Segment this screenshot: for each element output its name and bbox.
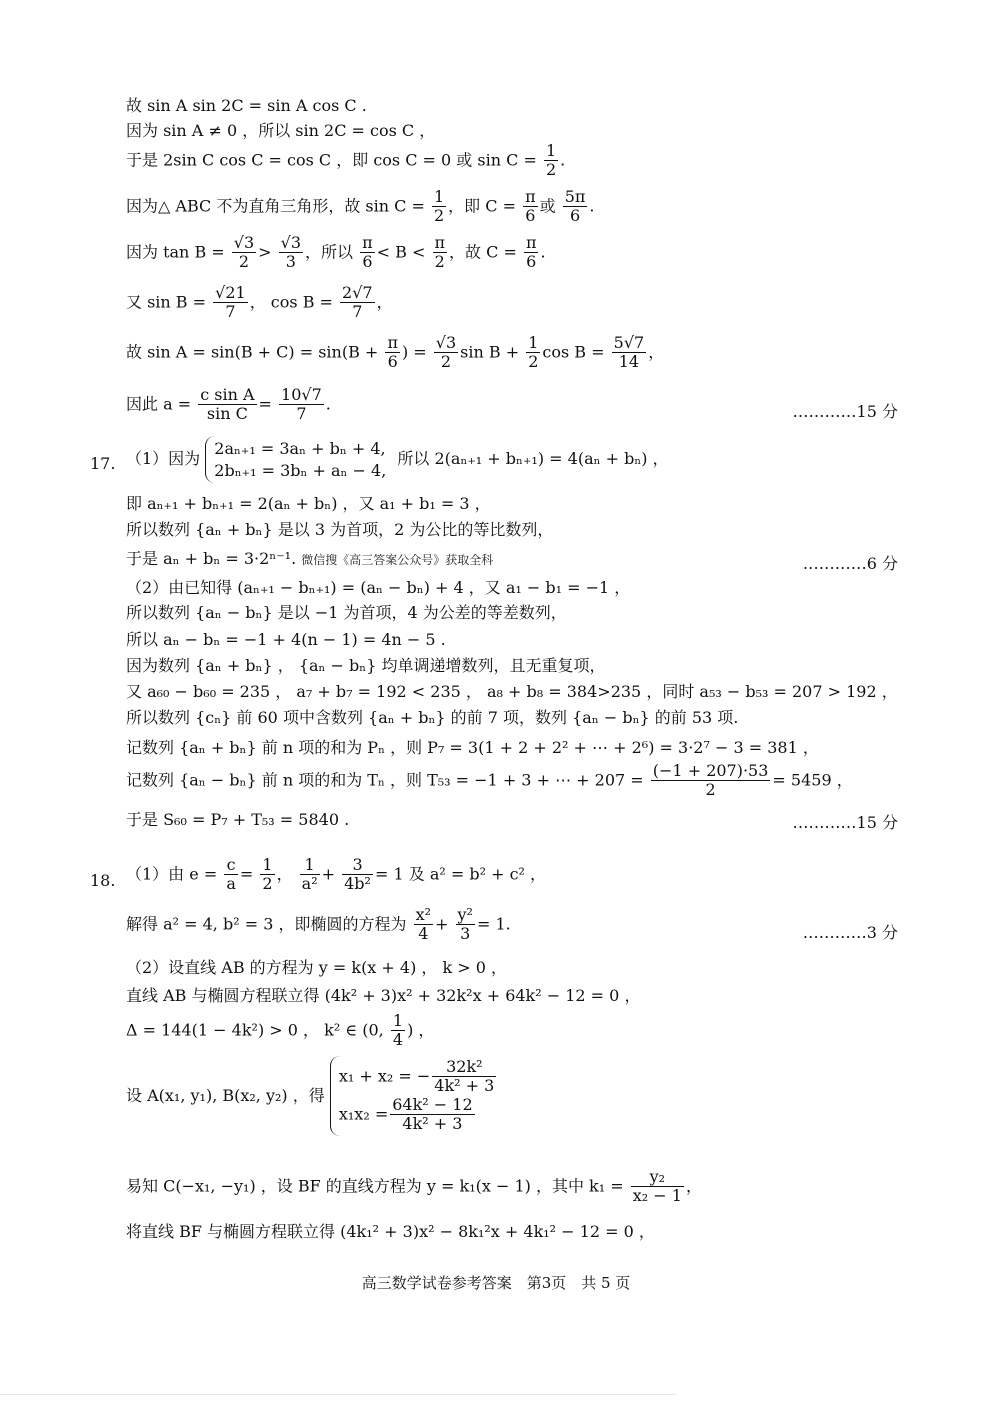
text-line: 即 aₙ₊₁ + bₙ₊₁ = 2(aₙ + bₙ) ，又 a₁ + b₁ = 3 ， [126,494,491,513]
text-line: 所以数列 {cₙ} 前 60 项中含数列 {aₙ + bₙ} 的前 7 项，数列 {aₙ − bₙ} 的前 53 项. [126,708,739,727]
score-mark: …………15 分 [792,813,898,832]
text-line: 所以数列 {aₙ + bₙ} 是以 3 为首项，2 为公比的等比数列， [126,520,554,539]
text: 于是 2sin C cos C = cos C ，即 cos C = 0 或 sin C = [126,150,537,170]
text-line: 设 A(x₁, y₁), B(x₂, y₂) ，得 x₁ + x₂ = − $\frac{\text{32k²}}{\text{4k² + 3}}$ x₁x₂ = $\frac{\text{64k² − 12}}{\text{4k² + 3}}$ [126,1056,504,1136]
text-line: 因此 a = $\frac{\text{c sin A}}{\text{sin C}}$ = $\frac{10√7}{7}$ . [126,385,331,424]
problem-number: 17. [90,454,116,473]
text-line: 所以 aₙ − bₙ = −1 + 4(n − 1) = 4n − 5 . [126,630,446,649]
equation-system: 2aₙ₊₁ = 3aₙ + bₙ + 4, 2bₙ₊₁ = 3bₙ + aₙ − 4, [205,436,392,483]
text-line: 易知 C(−x₁, −y₁) ，设 BF 的直线方程为 y = k₁(x − 1) ，其中 k₁ = $\frac{\text{y₂}}{\text{x₂ − 1}}$ ， [126,1167,702,1206]
text-line: 又 sin B = $\frac{√21}{7}$ ， cos B = $\frac{2√7}{7}$ ， [126,283,393,322]
text-line: （1）因为 2aₙ₊₁ = 3aₙ + bₙ + 4, 2bₙ₊₁ = 3bₙ + aₙ − 4, 所以 2(aₙ₊₁ + bₙ₊₁) = 4(aₙ + bₙ) ， [126,436,669,483]
divider [0,1394,676,1395]
score-mark: …………3 分 [802,923,898,942]
text-line: 于是 2sin C cos C = cos C ，即 cos C = 0 或 sin C = $\frac{1}{2}$ . [126,141,566,180]
text-line: （2）由已知得 (aₙ₊₁ − bₙ₊₁) = (aₙ − bₙ) + 4 ，又 a₁ − b₁ = −1 ， [126,578,631,597]
text-line: （1）由 e = $\frac{c}{a}$ = $\frac{1}{2}$ ， $\frac{1}{\text{a²}}$ + $\frac{3}{\text{4b²}}$ = 1 及 a² = b² + c² ， [126,855,547,894]
text: 故 sin A sin 2C = sin A cos C . [126,96,367,115]
fraction: $\frac{1}{2}$ [433,187,445,226]
text-line: 因为△ ABC 不为直角三角形，故 sin C = $\frac{1}{2}$ ，即 C = $\frac{\pi}{6}$ 或 $\frac{5\pi}{6}$ . [126,187,595,226]
text-line: 记数列 {aₙ + bₙ} 前 n 项的和为 Pₙ ，则 P₇ = 3(1 + 2 + 2² + ⋯ + 2⁶) = 3·2⁷ − 3 = 381 ， [126,738,819,757]
score-mark: …………15 分 [792,402,898,421]
text-line: 解得 a² = 4, b² = 3 ，即椭圆的方程为 $\frac{\text{x²}}{4}$ + $\frac{\text{y²}}{3}$ = 1. [126,905,511,944]
watermark-text: 微信搜《高三答案公众号》获取全科 [301,553,494,567]
text-line: 故 sin A = sin(B + C) = sin(B + $\frac{\pi}{6}$ ) = $\frac{√3}{2}$ sin B + $\frac{1}{2}$ cos B = $\frac{5√7}{14}$ ， [126,333,665,372]
text-line [126,121,435,140]
text-line: 直线 AB 与椭圆方程联立得 (4k² + 3)x² + 32k²x + 64k² − 12 = 0 ， [126,986,641,1005]
text: 因为△ ABC 不为直角三角形，故 sin C = [126,196,425,216]
fraction: $\frac{1}{2}$ [545,141,557,180]
text-line: （2）设直线 AB 的方程为 y = k(x + 4) ， k > 0 ， [126,958,508,977]
text-line: Δ = 144(1 − 4k²) > 0 ， k² ∈ (0, $\frac{1}{4}$ ) ， [126,1011,435,1050]
problem-number: 18. [90,871,116,890]
text-line: 将直线 BF 与椭圆方程联立得 (4k₁² + 3)x² − 8k₁²x + 4k₁² − 12 = 0 ， [126,1222,655,1241]
text-line: 于是 S₆₀ = P₇ + T₅₃ = 5840 . [126,810,350,829]
text-line: 因为数列 {aₙ + bₙ} ， {aₙ − bₙ} 均单调递增数列，且无重复项， [126,656,606,675]
text-line: 于是 aₙ + bₙ = 3·2ⁿ⁻¹. 微信搜《高三答案公众号》获取全科 [126,549,494,568]
equation-system: x₁ + x₂ = − $\frac{\text{32k²}}{\text{4k² + 3}}$ x₁x₂ = $\frac{\text{64k² − 12}}{\text{4k² + 3}}$ [330,1056,504,1136]
fraction: $\frac{5\pi}{6}$ [564,187,586,226]
text: 因为 sin A ≠ 0 ，所以 sin 2C = cos C ， [126,121,436,140]
text-line: 又 a₆₀ − b₆₀ = 235 ， a₇ + b₇ = 192 < 235 ， a₈ + b₈ = 384>235 ，同时 a₅₃ − b₅₃ = 207 > 192 ， [126,682,898,701]
text-line: 记数列 {aₙ − bₙ} 前 n 项的和为 Tₙ ，则 T₅₃ = −1 + 3 + ⋯ + 207 = $\frac{(-1 + 207)\cdot 53}{2}$ = 5459 ， [126,761,853,800]
text-line: 因为 tan B = $\frac{√3}{2}$ > $\frac{√3}{3}$ ，所以 $\frac{\pi}{6}$ < B < $\frac{\pi}{2}$ ，故 C = $\frac{\pi}{6}$ . [126,233,546,272]
fraction: $\frac{\pi}{6}$ [525,187,536,226]
text-line [126,96,367,115]
score-mark: …………6 分 [802,554,898,573]
page-footer: 高三数学试卷参考答案 第3页 共 5 页 [361,1274,631,1292]
text-line: 所以数列 {aₙ − bₙ} 是以 −1 为首项，4 为公差的等差数列， [126,603,567,622]
